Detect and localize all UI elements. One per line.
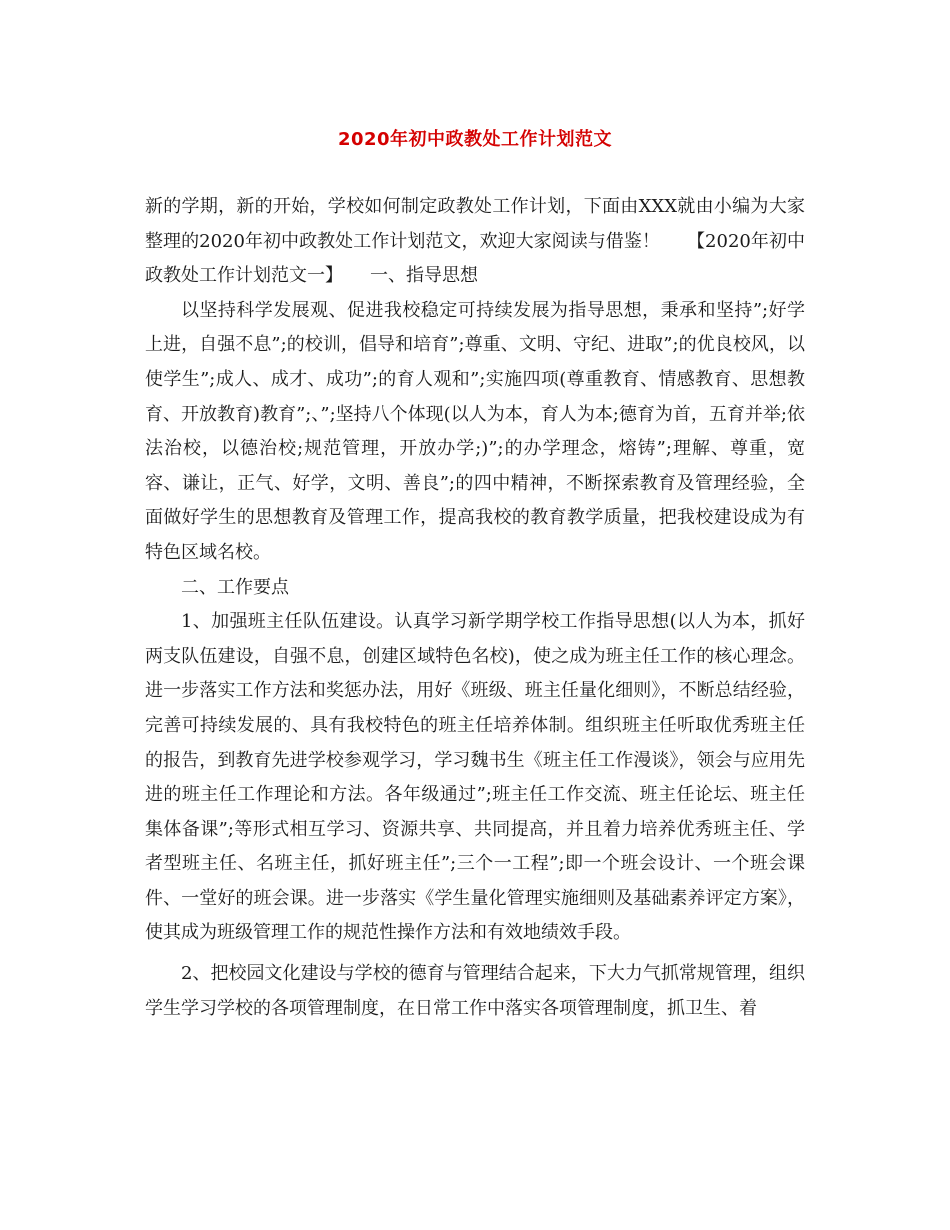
section-heading-work-points: 二、工作要点: [181, 576, 289, 598]
intro-paragraph: 新的学期，新的开始，学校如何制定政教处工作计划，下面由XXX就由小编为大家整理的2020年初中政教处工作计划范文，欢迎大家阅读与借鉴！ 【2020年初中政教处工作计划范文一】 一、指导思想: [145, 196, 805, 287]
point-2-paragraph: 2、把校园文化建设与学校的德育与管理结合起来，下大力气抓常规管理，组织学生学习学校的各项管理制度，在日常工作中落实各项管理制度，抓卫生、着: [145, 963, 805, 1019]
point-1-paragraph: 1、加强班主任队伍建设。认真学习新学期学校工作指导思想(以人为本，抓好两支队伍建设，自强不息，创建区域特色名校)，使之成为班主任工作的核心理念。进一步落实工作方法和奖惩办法，用好《班级、班主任量化细则》，不断总结经验，完善可持续发展的、具有我校特色的班主任培养体制。组织班主任听取优秀班主任的报告，到教育先进学校参观学习，学习魏书生《班主任工作漫谈》，领会与应用先进的班主任工作理论和方法。各年级通过”;班主任工作交流、班主任论坛、班主任集体备课”;等形式相互学习、资源共享、共同提高，并且着力培养优秀班主任、学者型班主任、名班主任，抓好班主任”;三个一工程”;即一个班会设计、一个班会课件、一堂好的班会课。进一步落实《学生量化管理实施细则及基础素养评定方案》，使其成为班级管理工作的规范性操作方法和有效地绩效手段。: [145, 611, 805, 944]
document-title: 2020年初中政教处工作计划范文: [337, 129, 613, 150]
document-body: [145, 190, 805, 1026]
guiding-thought-paragraph: 以坚持科学发展观、促进我校稳定可持续发展为指导思想，秉承和坚持”;好学上进，自强不息”;的校训，倡导和培育”;尊重、文明、守纪、进取”;的优良校风，以使学生”;成人、成才、成功”;的育人观和”;实施四项(尊重教育、情感教育、思想教育、开放教育)教育”;、”;坚持八个体现(以人为本，育人为本;德育为首，五育并举;依法治校，以德治校;规范管理，开放办学;)”;的办学理念，熔铸”;理解、尊重，宽容、谦让，正气、好学，文明、善良”;的四中精神，不断探索教育及管理经验，全面做好学生的思想教育及管理工作，提高我校的教育教学质量，把我校建设成为有特色区域名校。: [145, 299, 805, 563]
